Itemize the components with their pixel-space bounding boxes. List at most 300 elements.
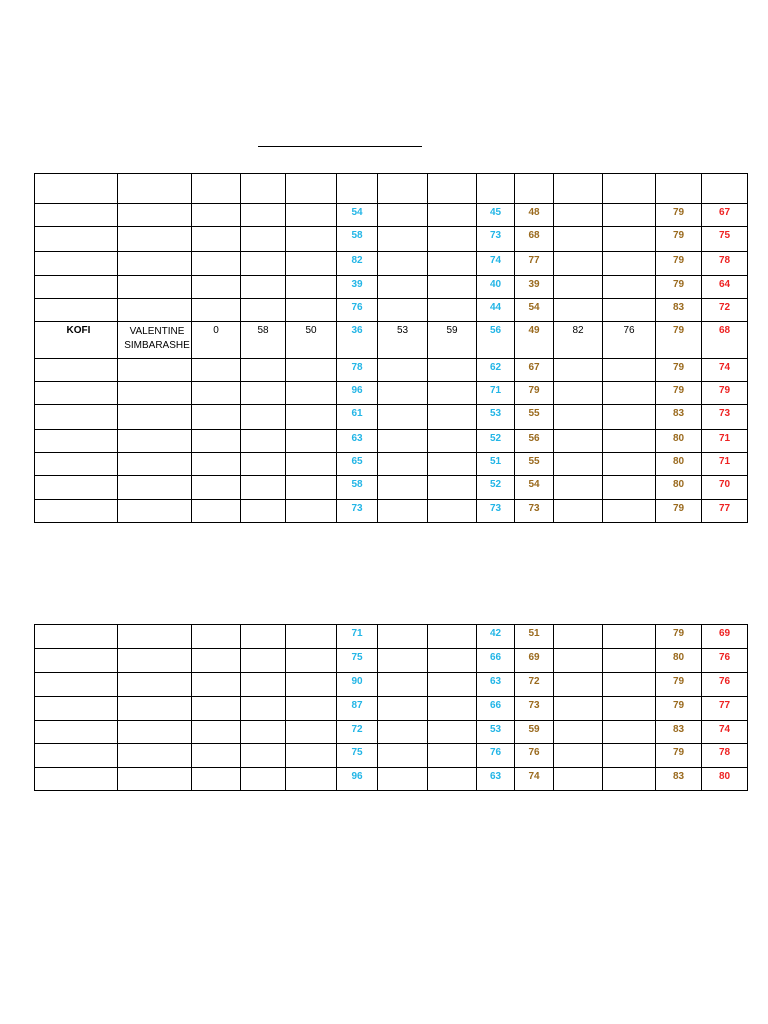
table-cell xyxy=(477,322,515,359)
cell-value: 55 xyxy=(528,456,540,467)
table-cell xyxy=(477,227,515,252)
table-cell xyxy=(603,430,656,453)
table-cell xyxy=(192,322,241,359)
table-cell xyxy=(428,453,477,476)
table-cell xyxy=(378,174,428,204)
table-cell xyxy=(378,299,428,322)
cell-value xyxy=(554,405,602,408)
table-cell xyxy=(656,721,702,744)
table-cell xyxy=(554,649,603,673)
cell-value: 40 xyxy=(489,279,502,290)
cell-value xyxy=(603,476,655,479)
table-cell xyxy=(554,673,603,697)
table-cell xyxy=(286,227,337,252)
table-cell xyxy=(337,500,378,523)
cell-value xyxy=(118,744,191,747)
cell-value: 58 xyxy=(351,479,363,490)
table-cell xyxy=(192,453,241,476)
cell-value: 79 xyxy=(672,325,685,336)
table-cell xyxy=(192,299,241,322)
cell-value xyxy=(554,204,602,207)
table-cell xyxy=(603,322,656,359)
cell-value xyxy=(241,430,285,433)
cell-value xyxy=(515,174,553,177)
cell-value xyxy=(603,405,655,408)
cell-value xyxy=(35,430,117,433)
table-cell xyxy=(118,382,192,405)
table-cell xyxy=(241,227,286,252)
table-cell xyxy=(378,382,428,405)
table-cell xyxy=(286,721,337,744)
cell-value: 74 xyxy=(718,362,731,373)
table-cell xyxy=(515,453,554,476)
cell-value xyxy=(241,476,285,479)
cell-value xyxy=(118,697,191,700)
cell-value xyxy=(241,453,285,456)
table-cell xyxy=(192,430,241,453)
table-cell xyxy=(378,322,428,359)
cell-value xyxy=(286,744,336,747)
table-cell xyxy=(35,453,118,476)
table-cell xyxy=(656,382,702,405)
cell-value xyxy=(286,276,336,279)
table-cell xyxy=(192,405,241,430)
cell-value xyxy=(378,430,427,433)
cell-value xyxy=(286,649,336,652)
cell-value xyxy=(192,453,240,456)
cell-value xyxy=(192,276,240,279)
table-cell xyxy=(554,697,603,721)
cell-value: 80 xyxy=(672,652,685,663)
cell-value xyxy=(378,382,427,385)
cell-value: 79 xyxy=(672,255,685,266)
table-cell xyxy=(118,227,192,252)
cell-value: VALENTINE SIMBARASHE xyxy=(124,326,190,351)
table-cell xyxy=(477,204,515,227)
cell-value xyxy=(554,299,602,302)
cell-value: 53 xyxy=(489,408,502,419)
cell-value xyxy=(192,500,240,503)
cell-value xyxy=(241,204,285,207)
table-cell xyxy=(702,625,748,649)
table-cell xyxy=(118,430,192,453)
table-cell xyxy=(118,204,192,227)
cell-value: 58 xyxy=(257,325,269,336)
table-cell xyxy=(428,359,477,382)
cell-value: 75 xyxy=(351,747,363,758)
cell-value xyxy=(378,649,427,652)
table-cell xyxy=(515,673,554,697)
cell-value xyxy=(118,721,191,724)
table-cell xyxy=(118,276,192,299)
cell-value xyxy=(241,697,285,700)
table-cell xyxy=(241,276,286,299)
cell-value: 82 xyxy=(351,255,363,266)
cell-value: 51 xyxy=(489,456,502,467)
table-cell xyxy=(241,721,286,744)
table-cell xyxy=(337,430,378,453)
table-cell xyxy=(192,227,241,252)
cell-value xyxy=(603,649,655,652)
table-cell xyxy=(337,697,378,721)
cell-value xyxy=(554,252,602,255)
table-cell xyxy=(286,382,337,405)
table-cell xyxy=(702,299,748,322)
table-row xyxy=(35,500,748,523)
table-cell xyxy=(428,500,477,523)
cell-value xyxy=(35,697,117,700)
table-cell xyxy=(515,721,554,744)
cell-value xyxy=(118,405,191,408)
table-cell xyxy=(35,673,118,697)
cell-value xyxy=(378,768,427,771)
table-cell xyxy=(241,174,286,204)
cell-value xyxy=(241,227,285,230)
table-cell xyxy=(702,721,748,744)
table-cell xyxy=(603,453,656,476)
cell-value: 80 xyxy=(672,456,685,467)
table-cell xyxy=(603,744,656,768)
table-cell xyxy=(378,276,428,299)
cell-value xyxy=(428,768,476,771)
cell-value xyxy=(286,382,336,385)
cell-value: 73 xyxy=(351,503,363,514)
table-cell xyxy=(603,252,656,276)
table-cell xyxy=(286,359,337,382)
table-row xyxy=(35,768,748,791)
cell-value xyxy=(192,697,240,700)
table-cell xyxy=(241,252,286,276)
cell-value xyxy=(378,405,427,408)
cell-value: 72 xyxy=(351,724,363,735)
cell-value xyxy=(118,500,191,503)
table-cell xyxy=(241,382,286,405)
cell-value xyxy=(192,768,240,771)
table-cell xyxy=(286,252,337,276)
table-cell xyxy=(337,405,378,430)
cell-value xyxy=(118,204,191,207)
table-cell xyxy=(337,359,378,382)
table-cell xyxy=(118,768,192,791)
cell-value xyxy=(192,174,240,177)
table-cell xyxy=(603,204,656,227)
cell-value: 68 xyxy=(528,230,540,241)
cell-value xyxy=(118,382,191,385)
table-cell xyxy=(35,359,118,382)
cell-value xyxy=(118,174,191,177)
cell-value: 73 xyxy=(489,230,502,241)
table-cell xyxy=(554,721,603,744)
table-cell xyxy=(603,359,656,382)
cell-value xyxy=(428,359,476,362)
table-row xyxy=(35,673,748,697)
table-cell xyxy=(477,768,515,791)
table-row xyxy=(35,476,748,500)
cell-value xyxy=(603,252,655,255)
cell-value xyxy=(241,276,285,279)
cell-value xyxy=(118,625,191,628)
table-cell xyxy=(702,768,748,791)
cell-value: 96 xyxy=(351,771,363,782)
table-cell xyxy=(241,359,286,382)
cell-value xyxy=(35,299,117,302)
cell-value xyxy=(241,721,285,724)
table-cell xyxy=(603,227,656,252)
table-cell xyxy=(554,453,603,476)
cell-value: 66 xyxy=(489,652,502,663)
cell-value xyxy=(428,227,476,230)
cell-value: 79 xyxy=(672,362,685,373)
cell-value xyxy=(378,744,427,747)
cell-value xyxy=(286,721,336,724)
table-cell xyxy=(35,476,118,500)
table-cell xyxy=(603,476,656,500)
cell-value: 71 xyxy=(489,385,502,396)
cell-value xyxy=(428,649,476,652)
cell-value xyxy=(286,625,336,628)
table-cell xyxy=(286,405,337,430)
cell-value xyxy=(118,299,191,302)
cell-value xyxy=(286,227,336,230)
table-cell xyxy=(428,649,477,673)
cell-value xyxy=(428,276,476,279)
table-cell xyxy=(428,744,477,768)
table-cell xyxy=(192,697,241,721)
grades-table-2 xyxy=(34,624,748,791)
table-cell xyxy=(35,174,118,204)
cell-value xyxy=(35,174,117,177)
cell-value xyxy=(35,405,117,408)
table-cell xyxy=(702,252,748,276)
cell-value: 71 xyxy=(718,433,731,444)
cell-value: 55 xyxy=(528,408,540,419)
table-cell xyxy=(192,276,241,299)
table-cell xyxy=(515,276,554,299)
cell-value: 69 xyxy=(528,652,540,663)
table-cell xyxy=(118,673,192,697)
table-cell xyxy=(554,359,603,382)
table-cell xyxy=(192,768,241,791)
table-cell xyxy=(515,227,554,252)
table-cell xyxy=(192,382,241,405)
table-cell xyxy=(515,476,554,500)
table-cell xyxy=(241,299,286,322)
table-cell xyxy=(241,649,286,673)
cell-value: 54 xyxy=(351,207,363,218)
table-cell xyxy=(515,405,554,430)
cell-value xyxy=(35,227,117,230)
cell-value xyxy=(428,625,476,628)
table-cell xyxy=(428,382,477,405)
cell-value: 72 xyxy=(718,302,731,313)
table-cell xyxy=(428,299,477,322)
table-cell xyxy=(35,721,118,744)
table-cell xyxy=(118,453,192,476)
cell-value xyxy=(554,430,602,433)
cell-value: 79 xyxy=(672,503,685,514)
cell-value xyxy=(35,382,117,385)
cell-value xyxy=(554,768,602,771)
cell-value xyxy=(554,697,602,700)
cell-value xyxy=(118,476,191,479)
table-cell xyxy=(554,276,603,299)
cell-value: 48 xyxy=(528,207,540,218)
table-cell xyxy=(378,697,428,721)
cell-value: 74 xyxy=(489,255,502,266)
table-cell xyxy=(286,744,337,768)
table-cell xyxy=(603,721,656,744)
cell-value: 73 xyxy=(718,408,731,419)
cell-value xyxy=(118,673,191,676)
table-cell xyxy=(656,322,702,359)
cell-value: 56 xyxy=(489,325,502,336)
table-cell xyxy=(35,204,118,227)
cell-value xyxy=(286,252,336,255)
table-cell xyxy=(286,322,337,359)
cell-value xyxy=(35,453,117,456)
cell-value xyxy=(378,276,427,279)
cell-value xyxy=(378,697,427,700)
cell-value xyxy=(428,299,476,302)
table-cell xyxy=(477,744,515,768)
table-cell xyxy=(554,768,603,791)
cell-value xyxy=(603,382,655,385)
cell-value xyxy=(35,252,117,255)
cell-value xyxy=(286,476,336,479)
cell-value xyxy=(35,276,117,279)
cell-value: 67 xyxy=(718,207,731,218)
cell-value: 82 xyxy=(572,325,584,336)
cell-value: 70 xyxy=(718,479,731,490)
table-cell xyxy=(241,430,286,453)
cell-value xyxy=(192,744,240,747)
cell-value: 83 xyxy=(672,724,685,735)
cell-value: 50 xyxy=(305,325,317,336)
table-cell xyxy=(554,204,603,227)
table-cell xyxy=(477,453,515,476)
table-cell xyxy=(118,252,192,276)
cell-value: 78 xyxy=(351,362,363,373)
table-row xyxy=(35,227,748,252)
cell-value: 67 xyxy=(528,362,540,373)
table-cell xyxy=(118,476,192,500)
table-cell xyxy=(241,204,286,227)
table-cell xyxy=(378,204,428,227)
cell-value xyxy=(286,453,336,456)
cell-value: 79 xyxy=(672,700,685,711)
cell-value xyxy=(192,721,240,724)
table-cell xyxy=(337,276,378,299)
table-cell xyxy=(477,697,515,721)
cell-value: 79 xyxy=(718,385,731,396)
table-row xyxy=(35,430,748,453)
cell-value xyxy=(428,500,476,503)
cell-value: 64 xyxy=(718,279,731,290)
cell-value xyxy=(603,721,655,724)
table-cell xyxy=(192,204,241,227)
table-cell xyxy=(378,673,428,697)
cell-value xyxy=(192,204,240,207)
cell-value: 96 xyxy=(351,385,363,396)
table-cell xyxy=(515,430,554,453)
table-cell xyxy=(428,673,477,697)
cell-value xyxy=(603,500,655,503)
table-cell xyxy=(656,405,702,430)
table-cell xyxy=(428,204,477,227)
table-cell xyxy=(378,227,428,252)
cell-value xyxy=(35,359,117,362)
table-cell xyxy=(554,625,603,649)
table-cell xyxy=(378,359,428,382)
table-cell xyxy=(603,276,656,299)
cell-value xyxy=(378,476,427,479)
table-cell xyxy=(337,649,378,673)
table-row xyxy=(35,299,748,322)
table-cell xyxy=(337,382,378,405)
table-cell xyxy=(702,697,748,721)
table-cell xyxy=(428,405,477,430)
cell-value xyxy=(192,227,240,230)
cell-value xyxy=(378,721,427,724)
table-cell xyxy=(603,405,656,430)
table-cell xyxy=(35,252,118,276)
cell-value xyxy=(286,500,336,503)
table-cell xyxy=(35,625,118,649)
table-cell xyxy=(337,252,378,276)
table-cell xyxy=(35,768,118,791)
cell-value xyxy=(118,252,191,255)
cell-value: 79 xyxy=(672,747,685,758)
table-cell xyxy=(286,476,337,500)
cell-value: 71 xyxy=(351,628,363,639)
table-cell xyxy=(656,430,702,453)
cell-value xyxy=(192,649,240,652)
cell-value: 63 xyxy=(489,676,502,687)
cell-value xyxy=(241,405,285,408)
table-cell xyxy=(241,322,286,359)
cell-value xyxy=(241,744,285,747)
cell-value xyxy=(35,673,117,676)
table-cell xyxy=(286,697,337,721)
table-cell xyxy=(656,697,702,721)
table-cell xyxy=(554,382,603,405)
table-cell xyxy=(35,322,118,359)
table-cell xyxy=(118,744,192,768)
table-cell xyxy=(656,649,702,673)
cell-value xyxy=(603,768,655,771)
table-cell xyxy=(515,299,554,322)
table-cell xyxy=(515,500,554,523)
table-cell xyxy=(656,625,702,649)
cell-value: 75 xyxy=(351,652,363,663)
table-cell xyxy=(286,174,337,204)
table-cell xyxy=(337,299,378,322)
table-cell xyxy=(192,721,241,744)
cell-value: 63 xyxy=(351,433,363,444)
table-cell xyxy=(554,430,603,453)
cell-value: 79 xyxy=(528,385,540,396)
table-cell xyxy=(118,721,192,744)
table-cell xyxy=(428,721,477,744)
table-cell xyxy=(702,359,748,382)
cell-value xyxy=(554,649,602,652)
table-cell xyxy=(702,174,748,204)
table-cell xyxy=(656,174,702,204)
table-cell xyxy=(118,299,192,322)
title-underline xyxy=(258,146,422,147)
cell-value xyxy=(192,382,240,385)
cell-value: 53 xyxy=(396,325,409,336)
